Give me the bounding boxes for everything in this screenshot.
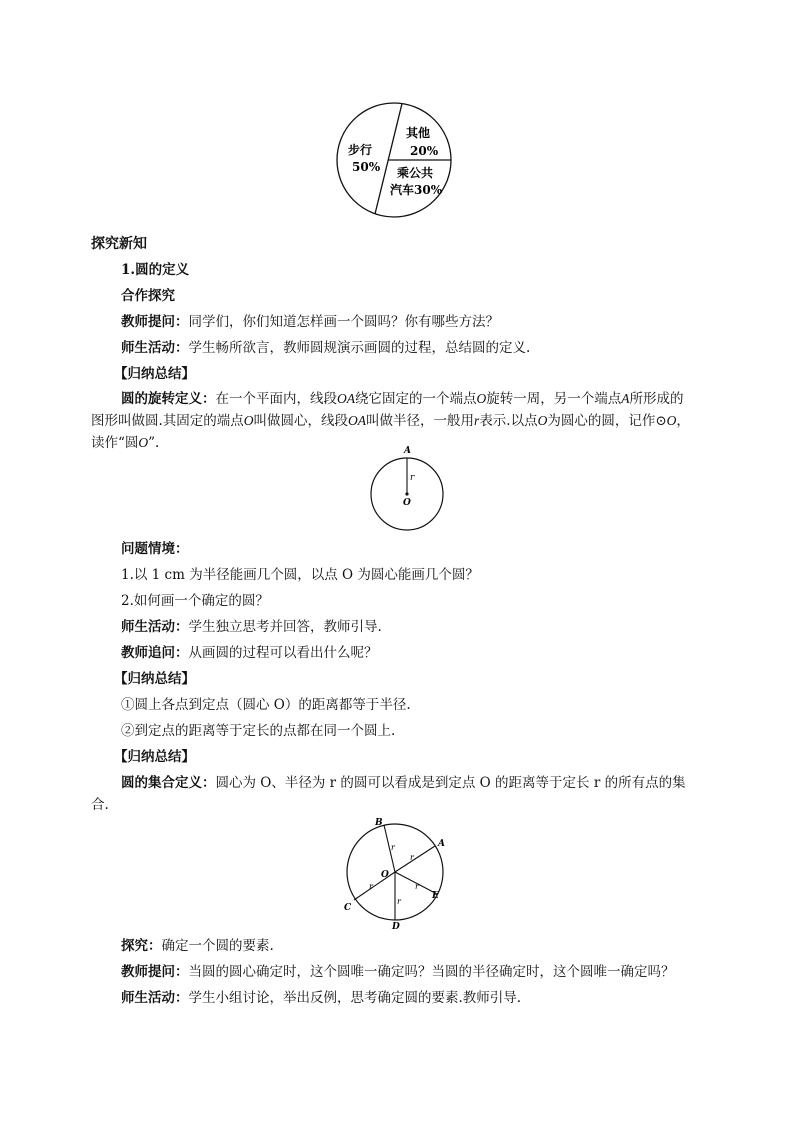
- section-title: 探究新知: [91, 236, 147, 252]
- problem-situation-label: 问题情境：: [121, 541, 189, 557]
- teacher-question-label: 教师提问：: [121, 314, 189, 330]
- class-activity-text: 学生畅所欲言，教师圆规演示画圆的过程，总结圆的定义.: [188, 340, 531, 356]
- subsection-circle-definition: 1.圆的定义: [121, 262, 190, 278]
- point-d-label: D: [392, 922, 400, 930]
- point-b-label: B: [375, 818, 383, 828]
- explore-elements: 探究：确定一个圆的要素.: [121, 938, 274, 954]
- point-a-label: A: [404, 446, 411, 456]
- point-c-label: C: [344, 903, 352, 913]
- pie-divider-walk: [375, 104, 402, 214]
- summary-heading-3: 【归纳总结】: [114, 749, 195, 765]
- class-activity-2: 师生活动：学生独立思考并回答，教师引导.: [121, 619, 382, 635]
- pie-walk-label: 步行: [348, 143, 373, 157]
- teacher-followup: 教师追问：从画圆的过程可以看出什么呢？: [121, 645, 378, 661]
- radius-label-a: r: [410, 853, 414, 862]
- pie-chart-figure: [330, 98, 460, 222]
- radius-label-e: r: [415, 882, 419, 891]
- circle-radius-figure: [366, 442, 448, 534]
- teacher-question-3: 教师提问：当圆的圆心确定时，这个圆唯一确定吗？当圆的半径确定时，这个圆唯一确定吗？: [121, 964, 675, 980]
- pie-bus-label-2: 汽车30%: [390, 183, 443, 197]
- center-point: [405, 492, 408, 495]
- point-o-label: O: [403, 498, 411, 508]
- class-activity-1: [121, 339, 530, 357]
- pie-bus-label-1: 乘公共: [397, 166, 434, 180]
- center-o-label-2: O: [381, 870, 389, 880]
- teacher-question-1: [121, 313, 499, 331]
- summary-point-2: ②到定点的距离等于定长的点都在同一个圆上.: [121, 723, 396, 739]
- radius-label-d: r: [397, 897, 401, 906]
- pie-other-pct: 20%: [410, 144, 439, 158]
- class-activity-label: 师生活动：: [121, 340, 189, 356]
- problem-2: 2.如何画一个确定的圆？: [121, 593, 269, 609]
- problem-1: 1.以 1 cm 为半径能画几个圆，以点 O 为圆心能画几个圆？: [121, 567, 479, 583]
- point-e-label: E: [432, 891, 439, 901]
- set-definition: 圆的集合定义：圆心为 O、半径为 r 的圆可以看成是到定点 O 的距离等于定长 r 的所有点的集合.: [91, 775, 686, 813]
- coop-explore-label: 合作探究: [121, 288, 175, 304]
- summary-point-1: ①圆上各点到定点（圆心 O）的距离都等于半径.: [121, 697, 411, 713]
- radius-label-c: r: [369, 882, 373, 891]
- class-activity-3: 师生活动：学生小组讨论，举出反例，思考确定圆的要素.教师引导.: [121, 990, 522, 1006]
- pie-other-label: 其他: [406, 126, 431, 140]
- radius-oa-2: [395, 846, 435, 872]
- radius-r-label: r: [410, 473, 415, 483]
- rotation-definition: 圆的旋转定义：在一个平面内，线段OA绕它固定的一个端点O旋转一周，另一个端点A所形成的图形叫做圆.其固定的端点O叫做圆心，线段OA叫做半径，一般用r表示.以点O为圆心的圆，记作⊙O，读作“圆O”.: [91, 391, 690, 451]
- summary-heading-2: 【归纳总结】: [114, 671, 195, 687]
- circle-multi-radius-figure: [336, 812, 454, 930]
- teacher-question-text: 同学们，你们知道怎样画一个圆吗？你有哪些方法？: [188, 314, 499, 330]
- radius-oc: [354, 872, 395, 900]
- point-a-label-2: A: [438, 839, 445, 849]
- summary-heading-1: 【归纳总结】: [114, 366, 195, 382]
- pie-walk-pct: 50%: [352, 160, 381, 174]
- radius-label-b: r: [391, 843, 395, 852]
